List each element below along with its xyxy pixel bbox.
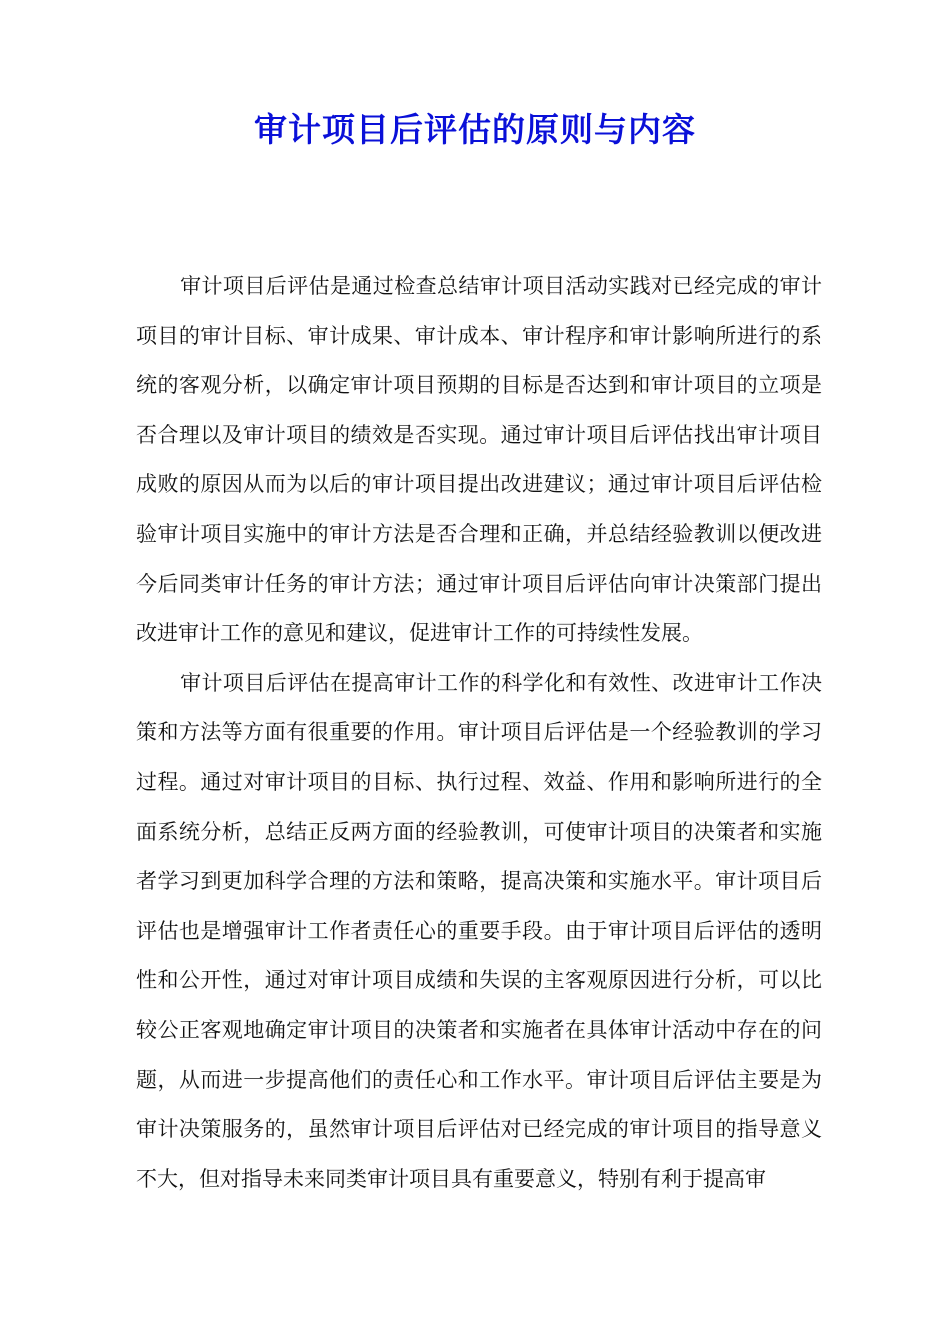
document-title: 审计项目后评估的原则与内容 — [254, 110, 696, 149]
paragraph-2: 审计项目后评估在提高审计工作的科学化和有效性、改进审计工作决策和方法等方面有很重要的作用。审计项目后评估是一个经验教训的学习过程。通过对审计项目的目标、执行过程、效益、作用和影响所进行的全面系统分析，总结正反两方面的经验教训，可使审计项目的决策者和实施者学习到更加科学合理的方法和策略，提高决策和实施水平。审计项目后评估也是增强审计工作者责任心的重要手段。由于审计项目后评估的透明性和公开性，通过对审计项目成绩和失误的主客观原因进行分析，可以比较公正客观地确定审计项目的决策者和实施者在具体审计活动中存在的问题，从而进一步提高他们的责任心和工作水平。审计项目后评估主要是为审计决策服务的，虽然审计项目后评估对已经完成的审计项目的指导意义不大，但对指导未来同类审计项目具有重要意义，特别有利于提高审 — [136, 670, 822, 1191]
document-body — [136, 262, 822, 1204]
paragraph-1: 审计项目后评估是通过检查总结审计项目活动实践对已经完成的审计项目的审计目标、审计成果、审计成本、审计程序和审计影响所进行的系统的客观分析，以确定审计项目预期的目标是否达到和审计项目的立项是否合理以及审计项目的绩效是否实现。通过审计项目后评估找出审计项目成败的原因从而为以后的审计项目提出改进建议；通过审计项目后评估检验审计项目实施中的审计方法是否合理和正确，并总结经验教训以便改进今后同类审计任务的审计方法；通过审计项目后评估向审计决策部门提出改进审计工作的意见和建议，促进审计工作的可持续性发展。 — [136, 274, 822, 646]
